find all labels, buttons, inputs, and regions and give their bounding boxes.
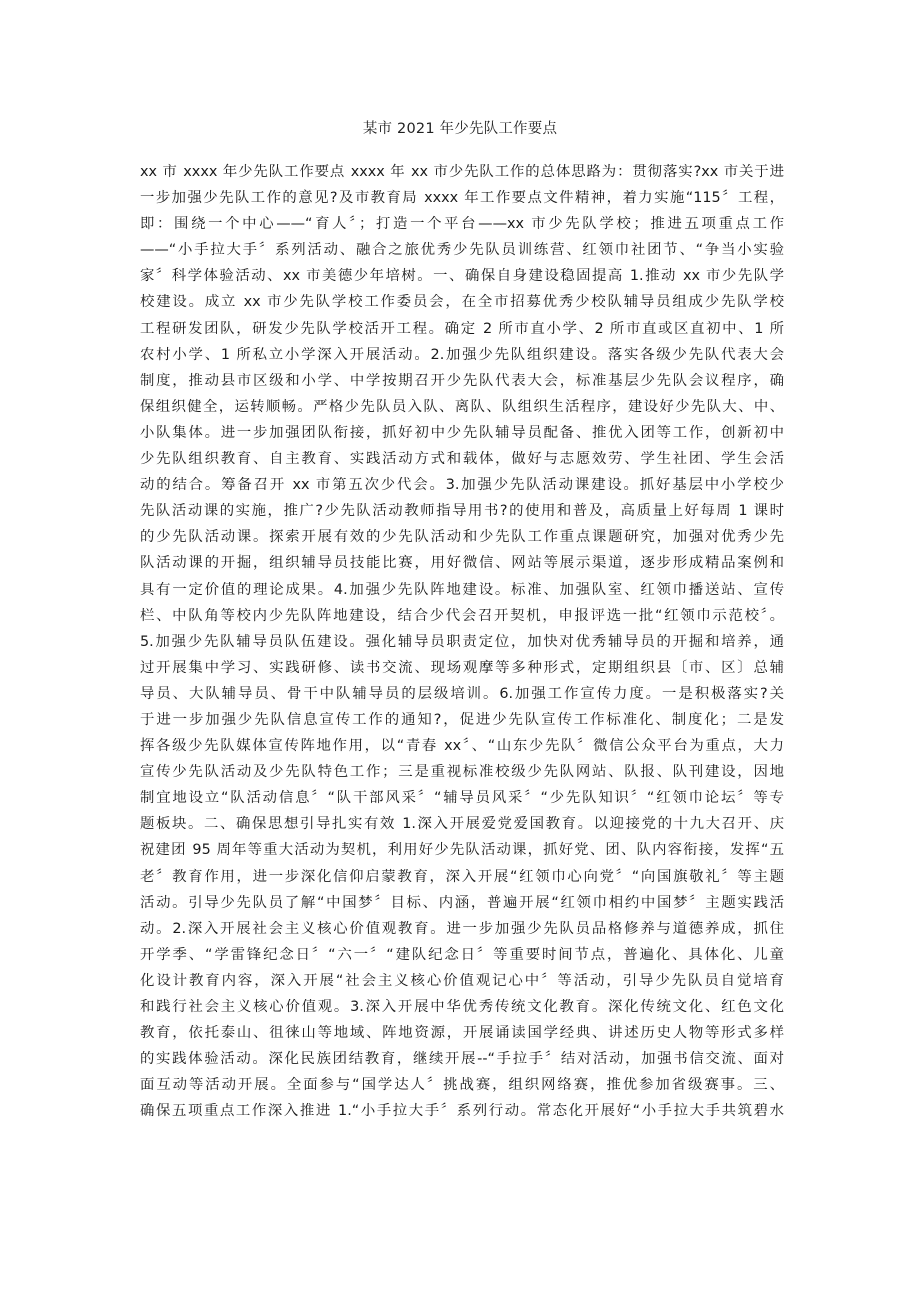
body-line: 一步加强少先队工作的意见?及市教育局 xxxx 年工作要点文件精神，着力实施“115〞工程，	[140, 190, 784, 207]
body-line: 家〞科学体验活动、xx 市美德少年培树。一、确保自身建设稳固提高 1.推动 xx 市少先队学	[140, 268, 784, 285]
body-line: 队活动课的开掘，组织辅导员技能比赛，用好微信、网站等展示渠道，逐步形成精品案例和	[140, 555, 784, 572]
body-line: 的少先队活动课。探索开展有效的少先队活动和少先队工作重点课题研究，加强对优秀少先	[140, 529, 784, 546]
body-line: 确保五项重点工作深入推进 1.“小手拉大手〞系列行动。常态化开展好“小手拉大手共筑碧水	[140, 1103, 784, 1120]
body-line: 制度，推动县市区级和小学、中学按期召开少先队代表大会，标准基层少先队会议程序，确	[140, 372, 784, 389]
body-line: 少先队组织教育、自主教育、实践活动方式和载体，做好与志愿效劳、学生社团、学生会活	[140, 451, 784, 468]
document-title: 某市 2021 年少先队工作要点	[362, 121, 558, 137]
body-line: ——“小手拉大手〞系列活动、融合之旅优秀少先队员训练营、红领巾社团节、“争当小实验	[140, 242, 784, 259]
body-line: 化设计教育内容，深入开展“社会主义核心价值观记心中〞等活动，引导少先队员自觉培育	[140, 972, 784, 989]
document-body	[140, 159, 784, 1124]
body-line: 小队集体。进一步加强团队衔接，抓好初中少先队辅导员配备、推优入团等工作，创新初中	[140, 424, 784, 441]
body-line: 栏、中队角等校内少先队阵地建设，结合少代会召开契机，申报评选一批“红领巾示范校〞。	[140, 607, 784, 624]
body-line: 活动。引导少先队员了解“中国梦〞目标、内涵，普遍开展“红领巾相约中国梦〞主题实践活	[140, 894, 784, 911]
body-line: 题板块。二、确保思想引导扎实有效 1.深入开展爱党爱国教育。以迎接党的十九大召开、庆	[140, 816, 784, 833]
body-line: 和践行社会主义核心价值观。3.深入开展中华优秀传统文化教育。深化传统文化、红色文化	[140, 999, 784, 1015]
body-line: 教育，依托泰山、徂徕山等地域、阵地资源，开展诵读国学经典、讲述历史人物等形式多样	[140, 1025, 784, 1042]
body-line: 制宜地设立“队活动信息〞“队干部风采〞“辅导员风采〞“少先队知识〞“红领巾论坛〞等专	[140, 790, 784, 807]
body-line: 于进一步加强少先队信息宣传工作的通知?，促进少先队宣传工作标准化、制度化；二是发	[140, 711, 784, 728]
body-line: 老〞教育作用，进一步深化信仰启蒙教育，深入开展“红领巾心向党〞“向国旗敬礼〞等主题	[140, 868, 784, 885]
body-line: 开学季、“学雷锋纪念日〞“六一〞“建队纪念日〞等重要时间节点，普遍化、具体化、儿童	[140, 946, 784, 963]
body-line: 祝建团 95 周年等重大活动为契机，利用好少先队活动课，抓好党、团、队内容衔接，发挥“五	[140, 842, 784, 859]
body-line: 挥各级少先队媒体宣传阵地作用，以“青春 xx〞、“山东少先队〞微信公众平台为重点，大力	[140, 738, 784, 755]
body-line: 工程研发团队，研发少先队学校活开工程。确定 2 所市直小学、2 所市直或区直初中、1 所	[140, 320, 784, 337]
body-line: 过开展集中学习、实践研修、读书交流、现场观摩等多种形式，定期组织县〔市、区〕总辅	[140, 659, 784, 676]
body-line: 校建设。成立 xx 市少先队学校工作委员会，在全市招募优秀少校队辅导员组成少先队学校	[140, 294, 784, 311]
body-line: 先队活动课的实施，推广?少先队活动教师指导用书?的使用和普及，高质量上好每周 1 课时	[140, 503, 784, 520]
body-line: 导员、大队辅导员、骨干中队辅导员的层级培训。6.加强工作宣传力度。一是积极落实?关	[140, 685, 784, 702]
body-line: 即：围绕一个中心——“育人〞；打造一个平台——xx 市少先队学校；推进五项重点工作	[140, 216, 784, 233]
body-line: 动。2.深入开展社会主义核心价值观教育。进一步加强少先队员品格修养与道德养成，抓住	[140, 920, 784, 937]
body-line: 宣传少先队活动及少先队特色工作；三是重视标准校级少先队网站、队报、队刊建设，因地	[140, 764, 784, 781]
body-line: 5.加强少先队辅导员队伍建设。强化辅导员职责定位，加快对优秀辅导员的开掘和培养，通	[140, 633, 784, 650]
body-line: 动的结合。筹备召开 xx 市第五次少代会。3.加强少先队活动课建设。抓好基层中小学校少	[140, 477, 784, 494]
body-line: 保组织健全，运转顺畅。严格少先队员入队、离队、队组织生活程序，建设好少先队大、中、	[140, 398, 784, 415]
body-line: xx 市 xxxx 年少先队工作要点 xxxx 年 xx 市少先队工作的总体思路为：贯彻落实?xx 市关于进	[140, 164, 784, 180]
body-line: 的实践体验活动。深化民族团结教育，继续开展--“手拉手〞结对活动，加强书信交流、面对	[140, 1051, 784, 1068]
body-line: 面互动等活动开展。全面参与“国学达人〞挑战赛，组织网络赛，推优参加省级赛事。三、	[140, 1077, 784, 1094]
body-line: 农村小学、1 所私立小学深入开展活动。2.加强少先队组织建设。落实各级少先队代表大会	[140, 346, 784, 363]
body-line: 具有一定价值的理论成果。4.加强少先队阵地建设。标准、加强队室、红领巾播送站、宣传	[140, 581, 784, 598]
